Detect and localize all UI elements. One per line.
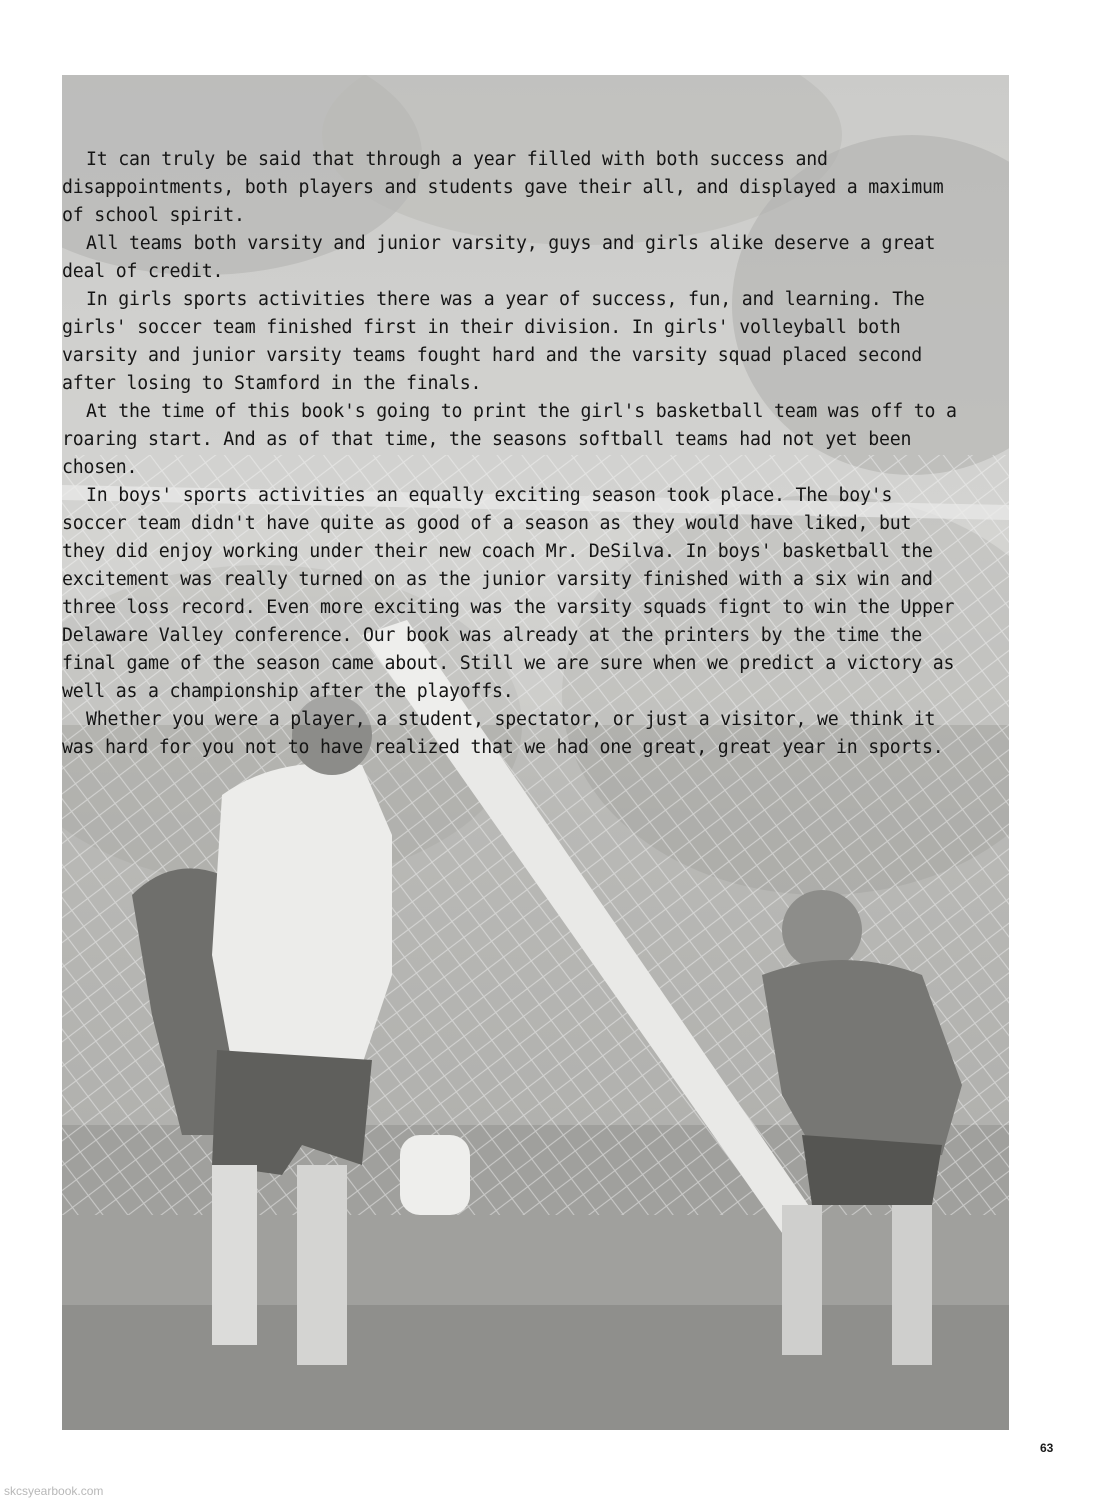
article-paragraph: Whether you were a player, a student, spectator, or just a visitor, we think it was hard for you not to have realized that we had one great, great year in sports. xyxy=(62,709,944,758)
article-paragraph: In girls sports activities there was a year of success, fun, and learning. The girls' soccer team finished first in their division. In girls' volleyball both varsity and junior varsity teams fought hard and the varsity squad placed second after losing to Stamford in the finals. xyxy=(62,289,925,394)
page-number: 63 xyxy=(1040,1441,1054,1455)
article-body xyxy=(62,146,962,762)
article-paragraph: In boys' sports activities an equally exciting season took place. The boy's soccer team didn't have quite as good of a season as they would have liked, but they did enjoy working under their new coach Mr. DeSilva. In boys' basketball the excitement was really turned on as the junior varsity finished with a six win and three loss record. Even more exciting was the varsity squads fignt to win the Upper Delaware Valley conference. Our book was already at the printers by the time the final game of the season came about. Still we are sure when we predict a victory as well as a championship after the playoffs. xyxy=(62,485,955,702)
article-paragraph: All teams both varsity and junior varsity, guys and girls alike deserve a great deal of credit. xyxy=(62,233,936,282)
watermark: skcsyearbook.com xyxy=(4,1484,104,1498)
article-paragraph: At the time of this book's going to print the girl's basketball team was off to a roaring start. And as of that time, the seasons softball teams had not yet been chosen. xyxy=(62,401,957,478)
article-paragraph: It can truly be said that through a year filled with both success and disappointments, both players and students gave their all, and displayed a maximum of school spirit. xyxy=(62,149,944,226)
